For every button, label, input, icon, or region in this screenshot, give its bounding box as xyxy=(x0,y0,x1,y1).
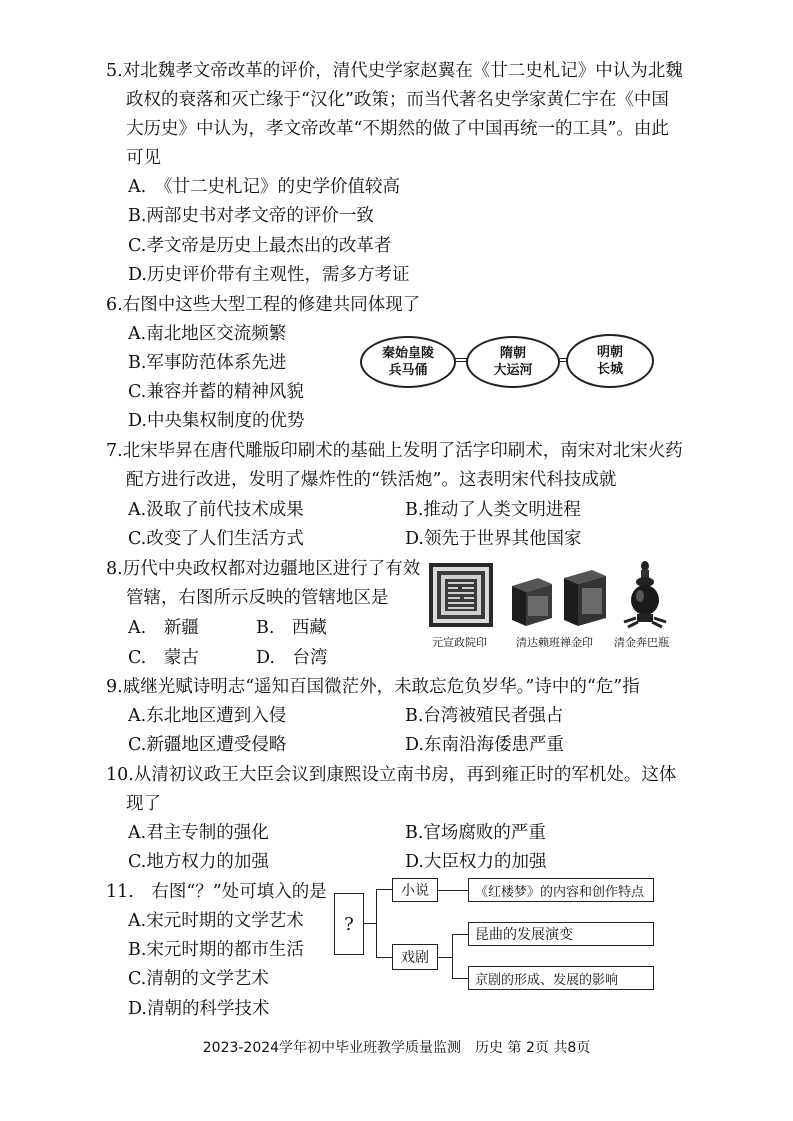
page-footer: 2023-2024学年初中毕业班教学质量监测 历史 第 2页 共8页 xyxy=(202,1040,591,1056)
q11-line-to-kunqu xyxy=(452,934,468,935)
q5-option-c: C.孝文帝是历史上最杰出的改革者 xyxy=(128,236,392,256)
q10-option-b: B.官场腐败的严重 xyxy=(405,823,546,843)
q7-option-c: C.改变了人们生活方式 xyxy=(128,529,304,549)
q11-line-to-drama xyxy=(376,957,392,958)
q11-leaf-red-mansion: 《红楼梦》的内容和创作特点 xyxy=(468,878,654,902)
q5-option-a: A. 《廿二史札记》的史学价值较高 xyxy=(128,177,400,197)
q11-root-box: ? xyxy=(334,893,364,955)
q10-stem-line-2: 现了 xyxy=(126,794,161,814)
q9-stem: 9.戚继光赋诗明志“遥知百国微茫外，未敢忘危负岁华。”诗中的“危”指 xyxy=(106,677,640,697)
q8-option-d: D. 台湾 xyxy=(256,648,328,668)
q10-option-a: A.君主专制的强化 xyxy=(128,823,269,843)
q11-line-drama-vertical xyxy=(452,934,453,978)
seal-image xyxy=(428,562,494,628)
q8-stem-line-1: 8.历代中央政权都对边疆地区进行了有效 xyxy=(106,559,421,579)
q5-stem-line-2: 政权的衰落和灭亡缘于“汉化”政策；而当代著名史学家黄仁宇在《中国 xyxy=(126,90,669,110)
q5-stem-line-1: 5.对北魏孝文帝改革的评价，清代史学家赵翼在《廿二史札记》中认为北魏 xyxy=(106,61,683,81)
q7-option-a: A.汲取了前代技术成果 xyxy=(128,500,304,520)
q8-option-c: C. 蒙古 xyxy=(128,648,199,668)
golden-seals-image xyxy=(508,568,608,630)
q9-option-a: A.东北地区遭到入侵 xyxy=(128,706,287,726)
q8-option-a: A. 新疆 xyxy=(128,618,199,638)
q9-option-b: B.台湾被殖民者强占 xyxy=(405,706,564,726)
q11-option-b: B.宋元时期的都市生活 xyxy=(128,940,304,960)
q6-option-b: B.军事防范体系先进 xyxy=(128,353,287,373)
caption-qing-golden-seal: 清达赖班禅金印 xyxy=(516,636,593,649)
q5-stem-line-4: 可见 xyxy=(126,148,161,168)
q11-drama-box: 戏剧 xyxy=(392,944,438,970)
q6-node-great-wall: 明朝 长城 xyxy=(566,334,654,388)
q7-option-b: B.推动了人类文明进程 xyxy=(405,500,581,520)
q11-option-d: D.清朝的科学技术 xyxy=(128,999,270,1019)
q11-line-to-novel xyxy=(376,889,392,890)
q6-option-c: C.兼容并蓄的精神风貌 xyxy=(128,382,304,402)
q5-option-b: B.两部史书对孝文帝的评价一致 xyxy=(128,206,374,226)
q9-option-c: C.新疆地区遭受侵略 xyxy=(128,735,287,755)
q11-stem: 11. 右图“？”处可填入的是 xyxy=(106,882,327,902)
q11-novel-box: 小说 xyxy=(392,878,438,902)
q11-option-c: C.清朝的文学艺术 xyxy=(128,969,269,989)
q11-line-root xyxy=(364,923,376,924)
q7-stem-line-2: 配方进行改进，发明了爆炸性的“铁活炮”。这表明宋代科技成就 xyxy=(126,470,617,490)
q11-line-drama xyxy=(438,957,452,958)
q11-leaf-kunqu: 昆曲的发展演变 xyxy=(468,922,654,946)
q6-option-d: D.中央集权制度的优势 xyxy=(128,411,305,431)
q6-node-grand-canal: 隋朝 大运河 xyxy=(466,336,560,388)
q8-stem-line-2: 管辖，右图所示反映的管辖地区是 xyxy=(126,588,389,608)
q6-stem: 6.右图中这些大型工程的修建共同体现了 xyxy=(106,295,421,315)
q11-line-root-vertical xyxy=(376,889,377,957)
q10-option-c: C.地方权力的加强 xyxy=(128,852,269,872)
q10-option-d: D.大臣权力的加强 xyxy=(405,852,547,872)
q8-option-b: B. 西藏 xyxy=(256,618,327,638)
caption-yuan-seal: 元宣政院印 xyxy=(432,636,487,649)
q7-stem-line-1: 7.北宋毕昇在唐代雕版印刷术的基础上发明了活字印刷术，南宋对北宋火药 xyxy=(106,441,683,461)
q11-option-a: A.宋元时期的文学艺术 xyxy=(128,911,304,931)
q11-line-to-peking-opera xyxy=(452,978,468,979)
q11-line-novel-leaf xyxy=(438,890,468,891)
q6-node-terracotta: 秦始皇陵 兵马俑 xyxy=(360,336,456,388)
q5-option-d: D.历史评价带有主观性，需多方考证 xyxy=(128,265,410,285)
q7-option-d: D.领先于世界其他国家 xyxy=(405,529,582,549)
q5-stem-line-3: 大历史》中认为，孝文帝改革“不期然的做了中国再统一的工具”。由此 xyxy=(126,119,669,139)
q6-option-a: A.南北地区交流频繁 xyxy=(128,324,287,344)
q9-option-d: D.东南沿海倭患严重 xyxy=(405,735,564,755)
golden-urn-image xyxy=(618,560,672,630)
caption-qing-golden-urn: 清金奔巴瓶 xyxy=(614,636,669,649)
q10-stem-line-1: 10.从清初议政王大臣会议到康熙设立南书房，再到雍正时的军机处。这体 xyxy=(106,765,677,785)
q11-leaf-peking-opera: 京剧的形成、发展的影响 xyxy=(468,966,654,990)
